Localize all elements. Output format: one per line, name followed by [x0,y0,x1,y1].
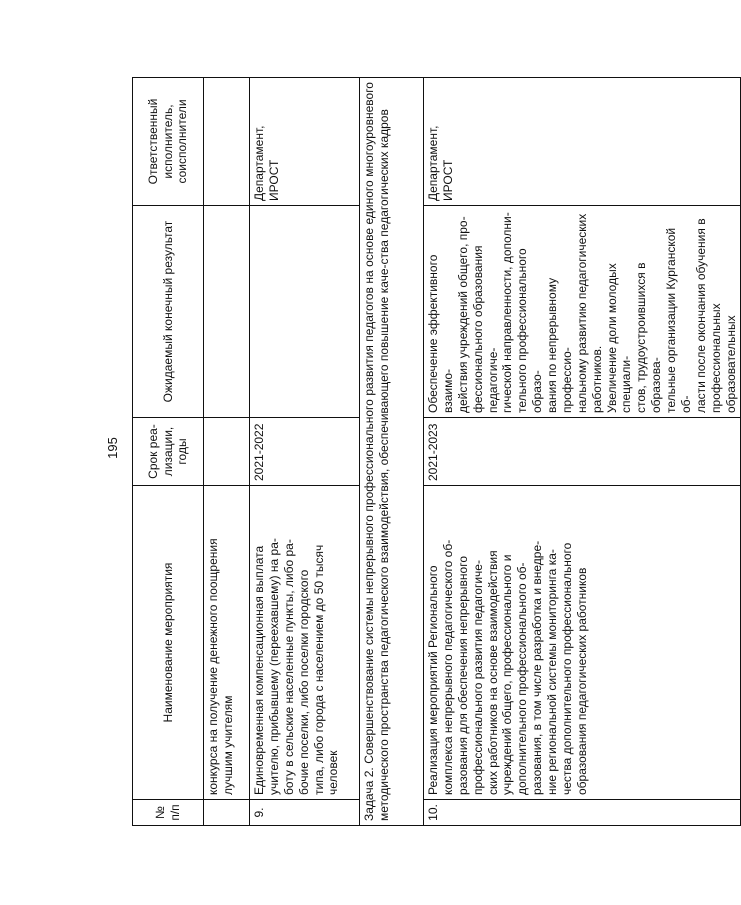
row-name: конкурса на получение денежного поощрения лучшим учителям [204,486,250,800]
row-executor: Департамент, ИРОСТ [250,78,360,206]
table-row [204,78,250,826]
header-executor: Ответственный исполнитель, соисполнители [133,78,204,206]
row-term [204,418,250,486]
row-executor [204,78,250,206]
row-num [204,800,250,826]
row-term: 2021-2023 [424,418,741,486]
header-result: Ожидаемый конечный результат [133,206,204,418]
row-result [250,206,360,418]
header-term: Срок реа- лизации, годы [133,418,204,486]
row-name: Реализация мероприятий Регионального комплекса непрерывного педагогического об- разования для обеспечения непрерывного профессионального развития педагогиче- ских работников на основе взаимодействия учреждений общего, профессионального и дополнительного профессионального об- разования, в том числе разработка и внедре- ние региональной системы мониторинга ка- чества дополнительного профессионального образования педагогических работников [424,486,741,800]
row-name: Единовременная компенсационная выплата учителю, прибывшему (переехавшему) на ра- боту в сельские населенные пункты, либо ра- бочие поселки, либо поселки городского типа, либо города с населением до 50 тысяч человек [250,486,360,800]
table-header-row [133,78,204,826]
row-term: 2021-2022 [250,418,360,486]
header-num: № п/п [133,800,204,826]
table-row [424,78,741,826]
measures-table [132,77,741,826]
row-result [204,206,250,418]
header-name: Наименование мероприятия [133,486,204,800]
row-num: 10. [424,800,741,826]
row-num: 9. [250,800,360,826]
table-row [250,78,360,826]
row-result: Обеспечение эффективного взаимо- действия учреждений общего, про- фессионального образования педагогиче- гической направленности, дополни- тельного профессионального образо- вания по непрерывному профессио- нальному развитию педагогических работников. Увеличение доли молодых специали- стов, трудоустроившихся в образова- тельные организации Курганской об- ласти после окончания обучения в профессиональных образовательных [424,206,741,418]
task-heading: Задача 2. Совершенствование системы непрерывного профессионального развития педагогов на основе единого многоуровневого методического пространства педагогического взаимодействия, обеспечивающего повышение каче-ства педагогических кадров [360,78,424,826]
row-executor: Департамент, ИРОСТ [424,78,741,206]
page-number: 195 [104,437,120,459]
rotated-table-container [132,78,738,826]
task-row [360,78,424,826]
